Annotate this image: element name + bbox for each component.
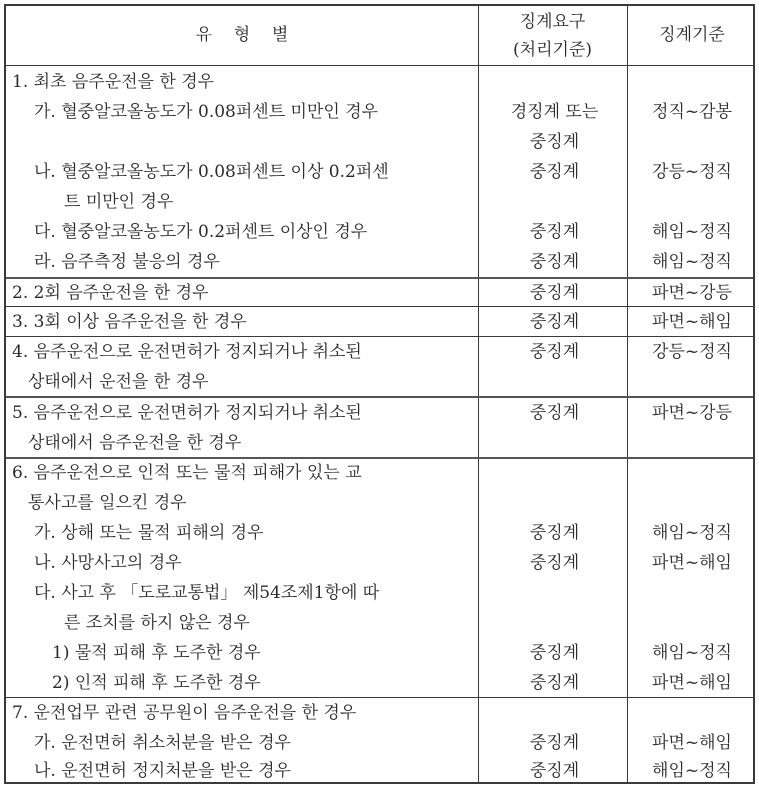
request-value: 중징계: [529, 342, 580, 362]
standard-value: 파면~강등: [652, 283, 732, 303]
item-text-continued: 른 조치를 하지 않은 경우: [64, 613, 250, 633]
request-value: 경징계 또는: [510, 102, 599, 122]
header-request-line2: (처리기준): [513, 40, 592, 60]
section-title-continued: 상태에서 음주운전을 한 경우: [28, 433, 242, 453]
section-title: 3. 3회 이상 음주운전을 한 경우: [12, 312, 247, 332]
request-value: 중징계: [529, 673, 580, 693]
standard-value: 파면~해임: [652, 553, 732, 573]
standard-value: 해임~정직: [652, 222, 732, 242]
item-text: 나. 혈중알코올농도가 0.08퍼센트 이상 0.2퍼센: [34, 162, 389, 182]
item-text: 다. 사고 후 「도로교통법」 제54조제1항에 따: [34, 583, 380, 603]
item-text: 가. 운전면허 취소처분을 받은 경우: [34, 733, 291, 753]
standard-value: 정직~감봉: [652, 102, 732, 122]
item-text: 가. 상해 또는 물적 피해의 경우: [34, 523, 264, 543]
request-value: 중징계: [529, 523, 580, 543]
header-type: 유 형 별: [195, 25, 289, 45]
section-title-continued: 상태에서 운전을 한 경우: [28, 372, 209, 392]
section-title: 4. 음주운전으로 운전면허가 정지되거나 취소된: [12, 342, 362, 362]
header-request-line1: 징계요구: [519, 12, 586, 32]
standard-value: 파면~해임: [652, 673, 732, 693]
request-value: 중징계: [529, 643, 580, 663]
request-value: 중징계: [529, 252, 580, 272]
request-value: 중징계: [529, 733, 580, 753]
standard-value: 강등~정직: [652, 342, 732, 362]
standard-value: 파면~강등: [652, 403, 732, 423]
item-text: 라. 음주측정 불응의 경우: [34, 252, 220, 272]
item-text: 나. 운전면허 정지처분을 받은 경우: [34, 761, 291, 781]
header-request: [478, 8, 627, 64]
standard-value: 파면~해임: [652, 733, 732, 753]
section-title: 1. 최초 음주운전을 한 경우: [12, 72, 215, 92]
item-text: 가. 혈중알코올농도가 0.08퍼센트 미만인 경우: [34, 102, 379, 122]
request-value: 중징계: [529, 283, 580, 303]
request-value: 중징계: [529, 312, 580, 332]
standard-value: 강등~정직: [652, 162, 732, 182]
item-text-continued: 트 미만인 경우: [64, 192, 174, 212]
request-value: 중징계: [529, 761, 580, 781]
standard-value: 해임~정직: [652, 643, 732, 663]
subitem-text: 1) 물적 피해 후 도주한 경우: [52, 643, 261, 663]
request-value: 중징계: [529, 222, 580, 242]
item-text: 다. 혈중알코올농도가 0.2퍼센트 이상인 경우: [34, 222, 368, 242]
request-value: 중징계: [529, 403, 580, 423]
header-standard: 징계기준: [659, 25, 725, 45]
section-title: 7. 운전업무 관련 공무원이 음주운전을 한 경우: [12, 703, 357, 723]
request-value: 중징계: [529, 132, 580, 152]
disciplinary-standards-table: [4, 4, 755, 784]
section-title-continued: 통사고를 일으킨 경우: [28, 493, 187, 513]
section-title: 6. 음주운전으로 인적 또는 물적 피해가 있는 교: [12, 463, 362, 483]
request-value: 중징계: [529, 553, 580, 573]
header-divider: [6, 65, 753, 66]
section-title: 5. 음주운전으로 운전면허가 정지되거나 취소된: [12, 403, 362, 423]
section-title: 2. 2회 음주운전을 한 경우: [12, 283, 209, 303]
standard-value: 해임~정직: [652, 523, 732, 543]
request-value: 중징계: [529, 162, 580, 182]
standard-value: 해임~정직: [652, 761, 732, 781]
item-text: 나. 사망사고의 경우: [34, 553, 182, 573]
standard-value: 파면~해임: [652, 312, 732, 332]
subitem-text: 2) 인적 피해 후 도주한 경우: [52, 673, 261, 693]
standard-value: 해임~정직: [652, 252, 732, 272]
